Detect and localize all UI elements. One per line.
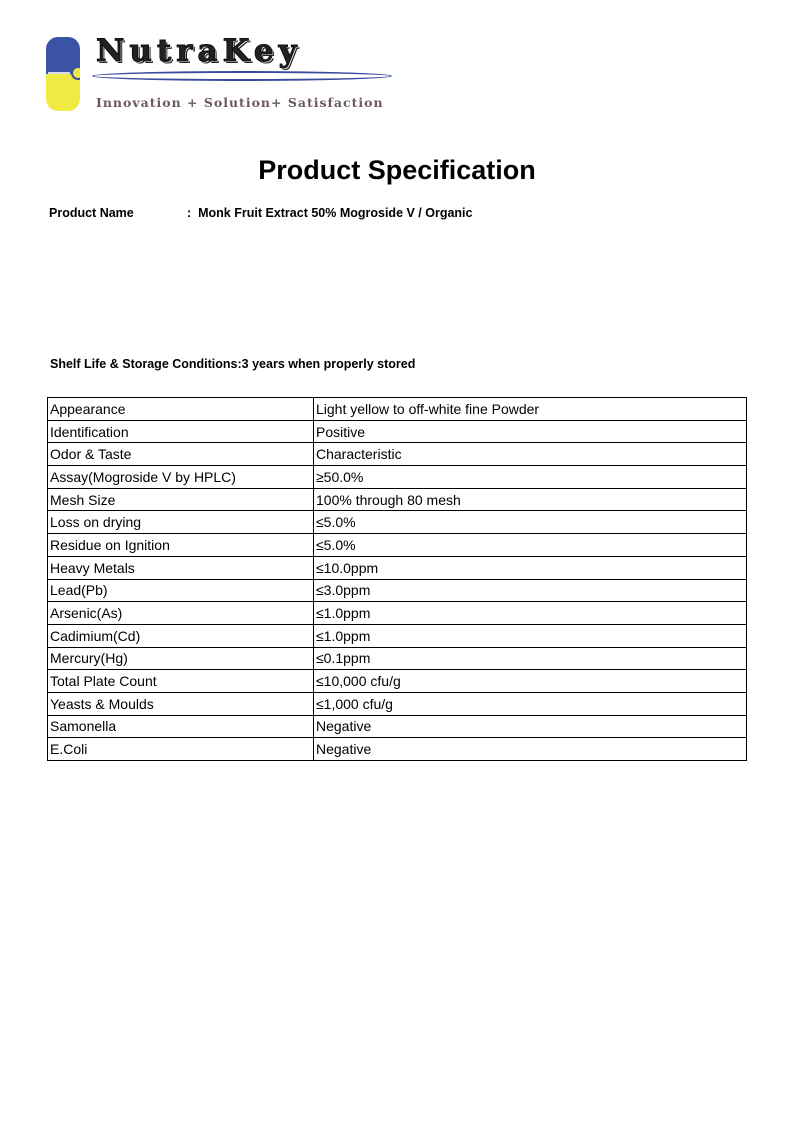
- table-row: [48, 647, 747, 670]
- spec-value: Negative: [314, 715, 747, 738]
- spec-item: Mercury(Hg): [48, 647, 314, 670]
- table-row: [48, 602, 747, 625]
- spec-value: Characteristic: [314, 443, 747, 466]
- spec-value: ≤10,000 cfu/g: [314, 670, 747, 693]
- table-row: [48, 511, 747, 534]
- spec-item: Samonella: [48, 715, 314, 738]
- table-row: [48, 556, 747, 579]
- spec-value: Positive: [314, 420, 747, 443]
- table-row: [48, 466, 747, 489]
- product-name-line: [49, 206, 472, 220]
- spec-value: ≤5.0%: [314, 511, 747, 534]
- tagline: Innovation + Solution+ Satisfaction: [96, 95, 384, 110]
- swoosh-icon: [92, 71, 392, 81]
- table-row: [48, 420, 747, 443]
- spec-item: Appearance: [48, 398, 314, 421]
- product-name-separator: :: [187, 206, 192, 220]
- spec-item: Mesh Size: [48, 488, 314, 511]
- spec-item: Assay(Mogroside V by HPLC): [48, 466, 314, 489]
- table-row: [48, 443, 747, 466]
- table-row: [48, 534, 747, 557]
- spec-value: ≤1.0ppm: [314, 624, 747, 647]
- page-title: Product Specification: [258, 155, 536, 185]
- spec-value: ≤5.0%: [314, 534, 747, 557]
- spec-value: ≤3.0ppm: [314, 579, 747, 602]
- table-row: [48, 624, 747, 647]
- spec-item: Cadimium(Cd): [48, 624, 314, 647]
- spec-item: Odor & Taste: [48, 443, 314, 466]
- company-logo: [46, 33, 406, 115]
- table-row: [48, 715, 747, 738]
- brand-name: NutraKey: [96, 33, 302, 69]
- product-name-value: Monk Fruit Extract 50% Mogroside V / Organic: [198, 206, 473, 220]
- shelf-life: Shelf Life & Storage Conditions:3 years when properly stored: [50, 357, 416, 371]
- spec-value: ≤10.0ppm: [314, 556, 747, 579]
- spec-item: Lead(Pb): [48, 579, 314, 602]
- spec-value: ≤0.1ppm: [314, 647, 747, 670]
- spec-item: Total Plate Count: [48, 670, 314, 693]
- spec-item: Yeasts & Moulds: [48, 692, 314, 715]
- product-name-label: Product Name: [49, 206, 134, 220]
- table-row: [48, 692, 747, 715]
- spec-item: Residue on Ignition: [48, 534, 314, 557]
- spec-value: Light yellow to off-white fine Powder: [314, 398, 747, 421]
- spec-value: ≥50.0%: [314, 466, 747, 489]
- table-row: [48, 670, 747, 693]
- spec-item: E.Coli: [48, 738, 314, 761]
- table-row: [48, 579, 747, 602]
- spec-table: [47, 397, 747, 761]
- spec-item: Loss on drying: [48, 511, 314, 534]
- spec-value: 100% through 80 mesh: [314, 488, 747, 511]
- spec-value: ≤1.0ppm: [314, 602, 747, 625]
- logo-mark-icon: [46, 37, 80, 111]
- spec-value: Negative: [314, 738, 747, 761]
- spec-item: Heavy Metals: [48, 556, 314, 579]
- spec-item: Identification: [48, 420, 314, 443]
- table-row: [48, 488, 747, 511]
- table-row: [48, 738, 747, 761]
- spec-item: Arsenic(As): [48, 602, 314, 625]
- spec-value: ≤1,000 cfu/g: [314, 692, 747, 715]
- table-row: [48, 398, 747, 421]
